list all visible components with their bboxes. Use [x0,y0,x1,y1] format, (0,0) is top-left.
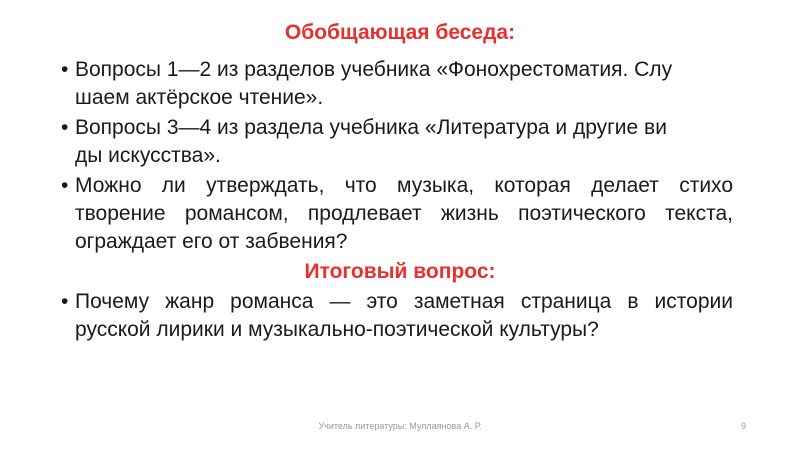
text-line: Почему жанр романса — это заметная страница в истории [75,290,733,313]
text-line: шаем актёрское чтение». [75,86,324,109]
list-item-text [61,288,733,344]
bullet-icon: • [61,58,69,81]
list-item [61,56,733,112]
text-line: творение романсом, продлевает жизнь поэтического текста, [75,202,733,225]
list-item [61,172,733,256]
bullet-icon: • [61,116,69,139]
text-line: Можно ли утверждать, что музыка, которая делает стихо [75,174,733,197]
page-number: 9 [740,421,746,431]
text-line: Вопросы 1—2 из разделов учебника «Фонохрестоматия. Слу [75,58,673,81]
heading-final-question: Итоговый вопрос: [304,260,496,283]
text-line: Вопросы 3—4 из раздела учебника «Литература и другие ви [75,116,667,139]
bullet-icon: • [61,174,69,197]
footer-author: Учитель литературы: Муллаянова А. Р. [318,421,482,431]
text-line: ограждает его от забвения? [75,230,348,253]
text-line: ды искусства». [75,144,221,167]
text-line: русской лирики и музыкально-поэтической культуры? [75,318,599,341]
list-item-text [61,114,733,170]
bullet-icon: • [61,290,69,313]
list-item-text [61,172,733,256]
list-item [61,114,733,170]
list-item-text [61,56,733,112]
heading-discussion: Обобщающая беседа: [284,21,516,44]
list-item [61,288,733,344]
